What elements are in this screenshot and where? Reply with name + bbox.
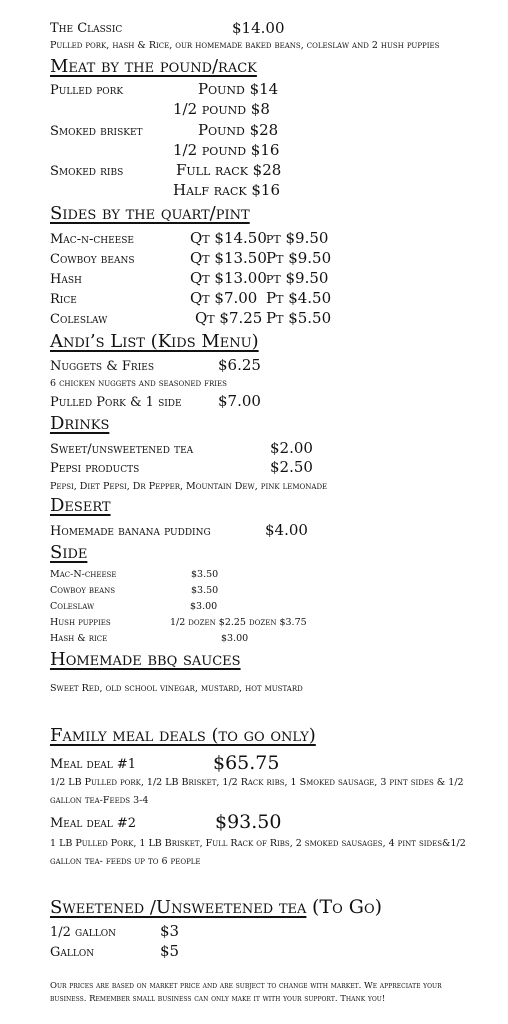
meal-deal-description: 1 LB Pulled Pork, 1 LB Brisket, Full Rack of Ribs, 2 smoked sausages, 4 pint sides&1/2 xyxy=(50,838,466,849)
tea-size-price: $5 xyxy=(160,942,180,960)
kids-item-name: Nuggets & Fries xyxy=(50,359,155,374)
kids-item-description: 6 chicken nuggets and seasoned fries xyxy=(50,378,227,389)
sides-bulk-quart-price: Qt $14.50 xyxy=(190,229,267,247)
classic-description: Pulled pork, hash & Rice, our homemade baked beans, coleslaw and 2 hush puppies xyxy=(50,40,440,51)
sides-bulk-quart-price: Qt $7.00 xyxy=(190,289,258,307)
meat-item-price: 1/2 pound $8 xyxy=(173,100,270,118)
meat-item-price: Full rack $28 xyxy=(176,161,282,179)
side-item-name: Hash & rice xyxy=(50,633,108,644)
side-item-price: 1/2 dozen $2.25 dozen $3.75 xyxy=(170,617,307,628)
tea-size-name: Gallon xyxy=(50,945,95,960)
meat-item-price: Pound $28 xyxy=(198,121,279,139)
tea-to-go-heading: Sweetened /Unsweetened tea xyxy=(50,897,307,918)
sides-bulk-item-name: Rice xyxy=(50,292,77,307)
side-item-price: $3.50 xyxy=(191,569,219,580)
meal-deal-description: gallon tea-Feeds 3-4 xyxy=(50,795,149,806)
drink-description: Pepsi, Diet Pepsi, Dr Pepper, Mountain Dew, pink lemonade xyxy=(50,481,328,492)
classic-price: $14.00 xyxy=(232,19,285,37)
sides-bulk-pint-price: pt $9.50 xyxy=(266,229,329,247)
kids-item-price: $6.25 xyxy=(218,356,261,374)
drink-name: Pepsi products xyxy=(50,461,140,476)
kids-menu-heading: Andi’s List (Kids Menu) xyxy=(50,331,259,352)
classic-name: The Classic xyxy=(50,21,123,36)
meal-deal-price: $65.75 xyxy=(213,752,280,774)
side-item-name: Coleslaw xyxy=(50,601,95,612)
sides-bulk-quart-price: Qt $13.00 xyxy=(190,269,267,287)
sides-bulk-item-name: Coleslaw xyxy=(50,312,108,327)
drink-price: $2.00 xyxy=(270,439,313,457)
tea-size-name: 1/2 gallon xyxy=(50,925,116,940)
side-item-price: $3.00 xyxy=(221,633,249,644)
side-item-name: Mac-N-cheese xyxy=(50,569,117,580)
side-item-price: $3.50 xyxy=(191,585,219,596)
meal-deal-price: $93.50 xyxy=(215,811,282,833)
side-item-name: Hush puppies xyxy=(50,617,111,628)
sides-bulk-pint-price: Pt $4.50 xyxy=(266,289,332,307)
drinks-heading: Drinks xyxy=(50,413,110,434)
sides-bulk-pint-price: Pt $9.50 xyxy=(266,249,332,267)
meat-item-price: 1/2 pound $16 xyxy=(173,141,280,159)
meat-item-price: Pound $14 xyxy=(198,80,279,98)
meat-item-name: Smoked brisket xyxy=(50,124,143,139)
desert-heading: Desert xyxy=(50,495,111,516)
sides-bulk-quart-price: Qt $7.25 xyxy=(195,309,263,327)
meat-section-heading: Meat by the pound/rack xyxy=(50,56,257,77)
sides-bulk-pint-price: Pt $5.50 xyxy=(266,309,332,327)
kids-item-price: $7.00 xyxy=(218,392,261,410)
drink-price: $2.50 xyxy=(270,458,313,476)
sides-bulk-heading: Sides by the quart/pint xyxy=(50,203,250,224)
sauces-heading: Homemade bbq sauces xyxy=(50,649,241,670)
tea-to-go-heading-suffix: (To Go) xyxy=(312,896,383,918)
footer-note: Our prices are based on market price and are subject to change with market. We appreciate your xyxy=(50,981,442,991)
kids-item-name: Pulled Pork & 1 side xyxy=(50,395,182,410)
meal-deal-description: gallon tea- feeds up to 6 people xyxy=(50,856,201,867)
sides-bulk-item-name: Mac-n-cheese xyxy=(50,232,134,247)
desert-item-name: Homemade banana pudding xyxy=(50,524,211,539)
sauces-list: Sweet Red, old school vinegar, mustard, hot mustard xyxy=(50,683,303,694)
side-item-price: $3.00 xyxy=(190,601,218,612)
meat-item-name: Smoked ribs xyxy=(50,164,124,179)
meal-deal-name: Meal deal #1 xyxy=(50,757,137,772)
footer-note: business. Remember small business can only make it with your support. Thank you! xyxy=(50,994,386,1004)
meat-item-price: Half rack $16 xyxy=(173,181,280,199)
desert-item-price: $4.00 xyxy=(265,521,308,539)
drink-name: Sweet/unsweetened tea xyxy=(50,442,194,457)
side-heading: Side xyxy=(50,542,88,563)
sides-bulk-quart-price: Qt $13.50 xyxy=(190,249,267,267)
side-item-name: Cowboy beans xyxy=(50,585,116,596)
meat-item-name: Pulled pork xyxy=(50,83,124,98)
sides-bulk-pint-price: pt $9.50 xyxy=(266,269,329,287)
meal-deal-name: Meal deal #2 xyxy=(50,816,137,831)
sides-bulk-item-name: Hash xyxy=(50,272,82,287)
family-deals-heading: Family meal deals (to go only) xyxy=(50,725,316,746)
tea-size-price: $3 xyxy=(160,922,180,940)
sides-bulk-item-name: Cowboy beans xyxy=(50,252,135,267)
meal-deal-description: 1/2 LB Pulled pork, 1/2 LB Brisket, 1/2 Rack ribs, 1 Smoked sausage, 3 pint sides & 1/2 xyxy=(50,777,464,788)
